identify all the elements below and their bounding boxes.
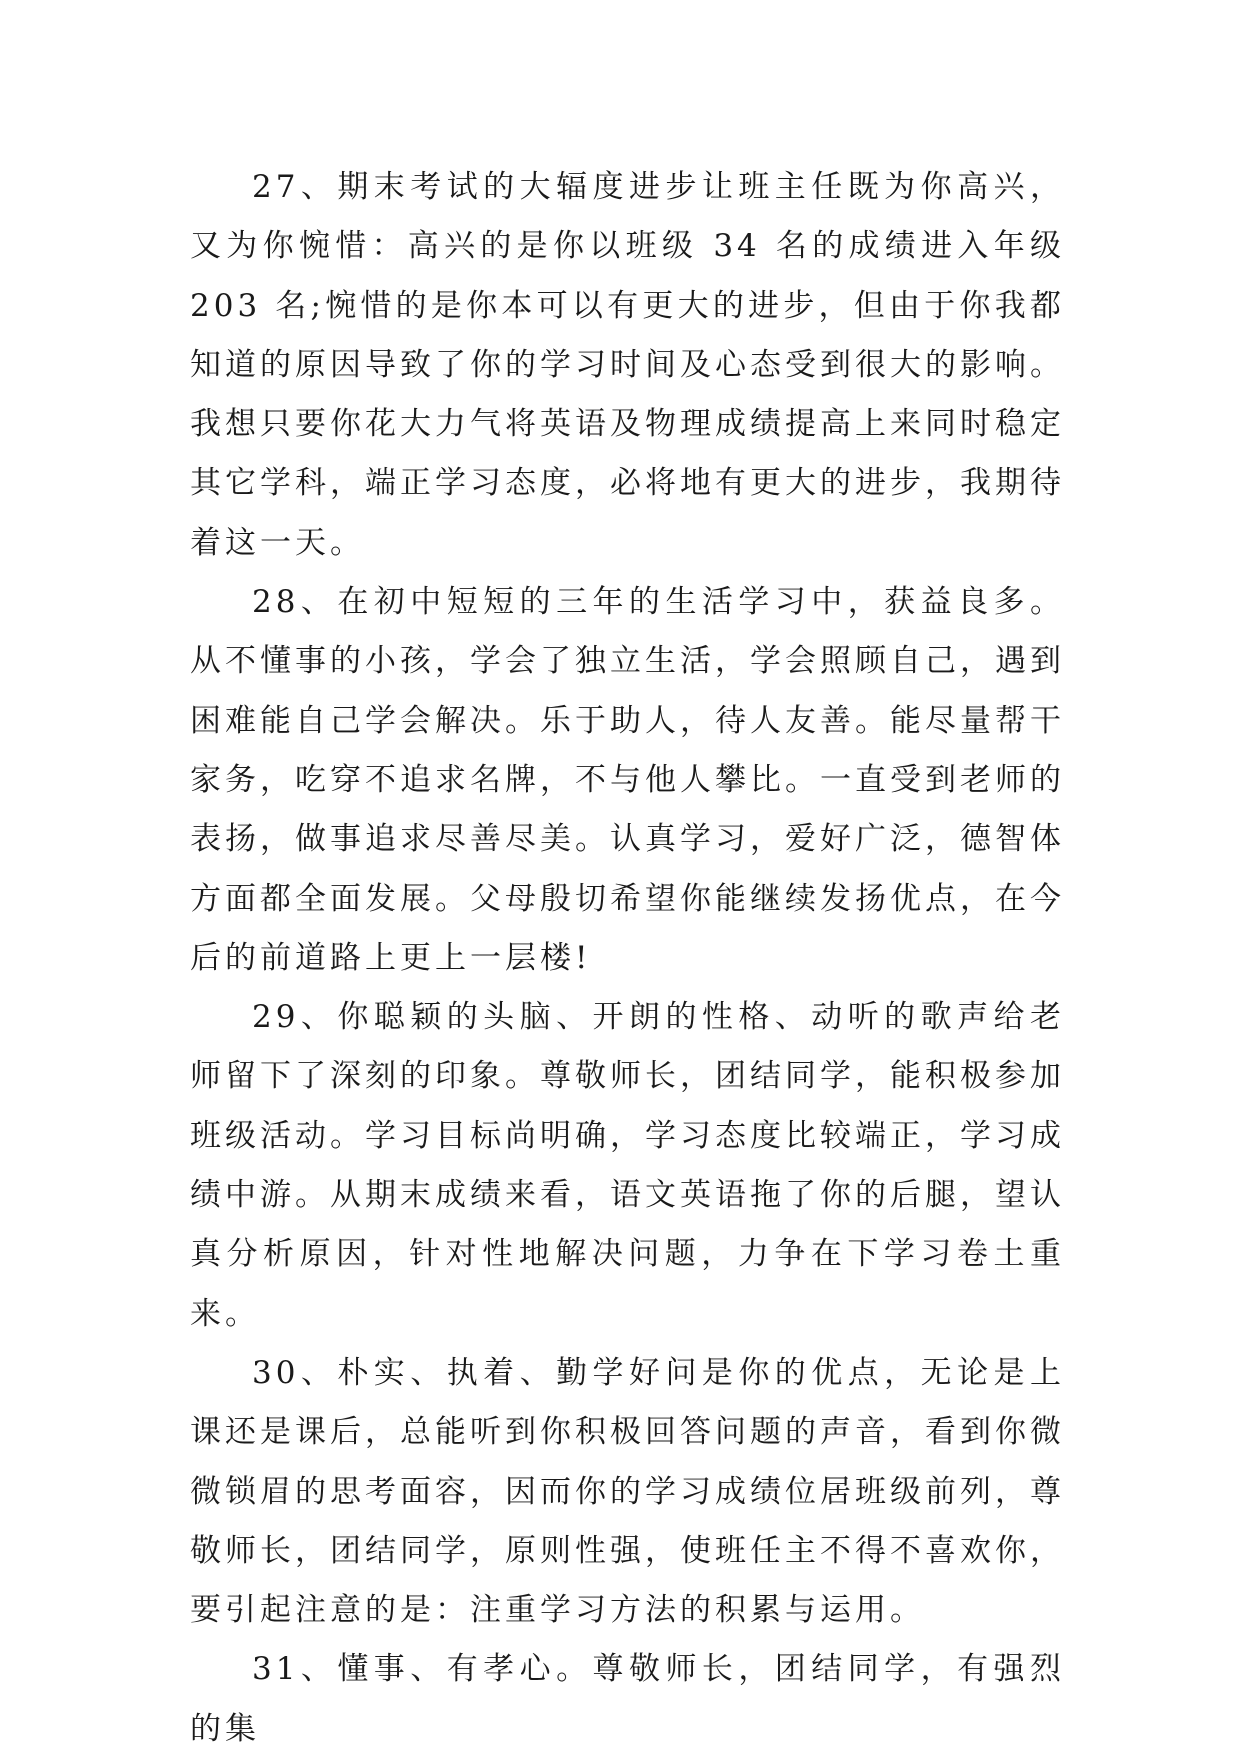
comment-paragraph-28: 28、在初中短短的三年的生活学习中，获益良多。从不懂事的小孩，学会了独立生活，学会照顾自己，遇到困难能自己学会解决。乐于助人，待人友善。能尽量帮干家务，吃穿不追求名牌，不与他人攀比。一直受到老师的表扬，做事追求尽善尽美。认真学习，爱好广泛，德智体方面都全面发展。父母殷切希望你能继续发扬优点，在今后的前道路上更上一层楼! [190, 584, 1065, 976]
comment-paragraph-31: 31、懂事、有孝心。尊敬师长，团结同学，有强烈的集 [190, 1651, 1065, 1747]
document-body [190, 158, 1065, 1759]
comment-paragraph-29: 29、你聪颖的头脑、开朗的性格、动听的歌声给老师留下了深刻的印象。尊敬师长，团结同学，能积极参加班级活动。学习目标尚明确，学习态度比较端正，学习成绩中游。从期末成绩来看，语文英语拖了你的后腿，望认真分析原因，针对性地解决问题，力争在下学习卷土重来。 [190, 999, 1065, 1332]
comment-paragraph-27: 27、期末考试的大辐度进步让班主任既为你高兴，又为你惋惜：高兴的是你以班级 34 名的成绩进入年级 203 名;惋惜的是你本可以有更大的进步，但由于你我都知道的原因导致了你的学习时间及心态受到很大的影响。我想只要你花大力气将英语及物理成绩提高上来同时稳定其它学科，端正学习态度，必将地有更大的进步，我期待着这一天。 [190, 169, 1065, 561]
comment-paragraph-30: 30、朴实、执着、勤学好问是你的优点，无论是上课还是课后，总能听到你积极回答问题的声音，看到你微微锁眉的思考面容，因而你的学习成绩位居班级前列，尊敬师长，团结同学，原则性强，使班任主不得不喜欢你，要引起注意的是：注重学习方法的积累与运用。 [190, 1354, 1065, 1629]
